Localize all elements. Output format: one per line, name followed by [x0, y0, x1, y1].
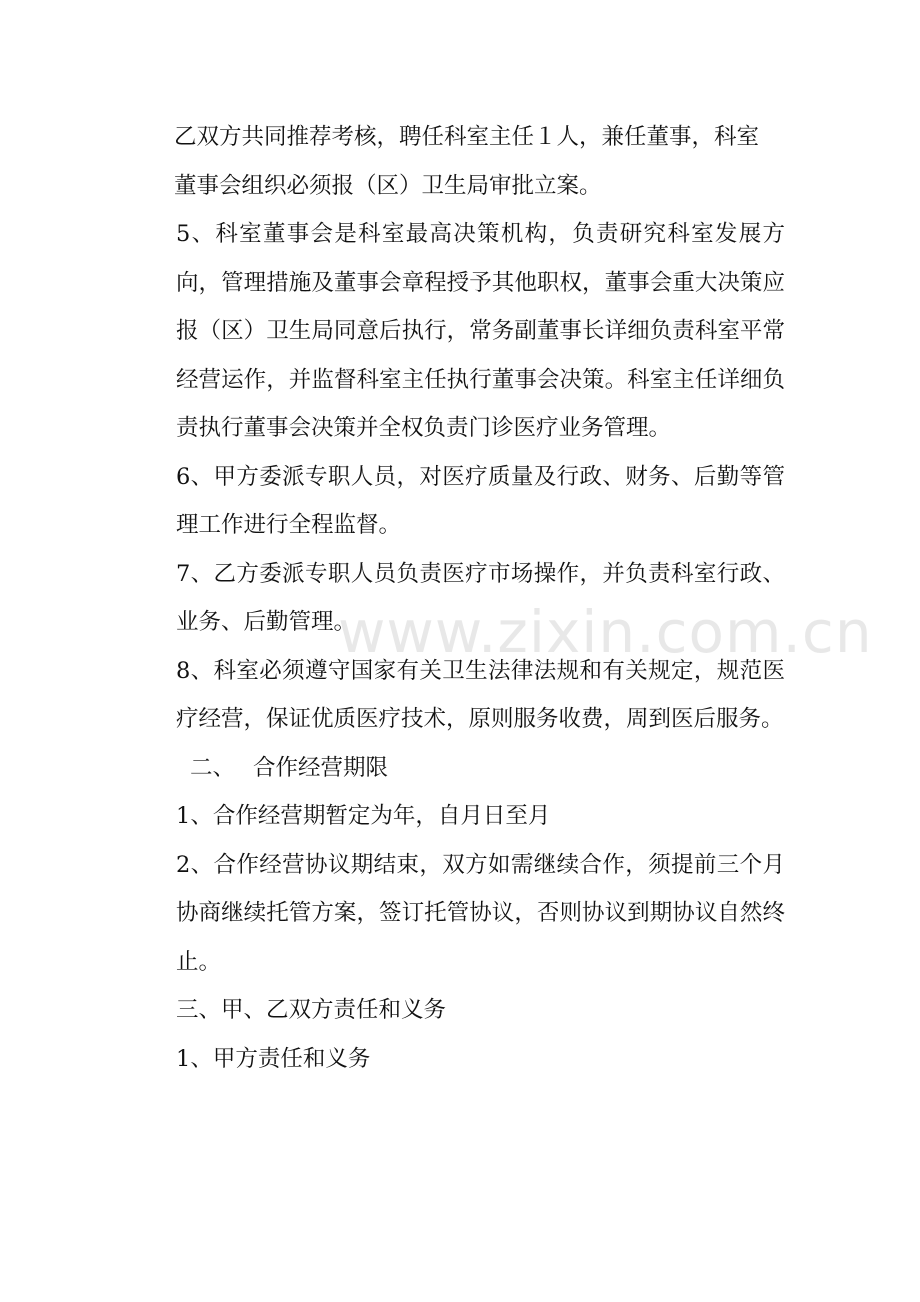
paragraph-appointment: 乙双方共同推荐考核，聘任科室主任１人，兼任董事，科室	[174, 124, 760, 150]
watermark-text: www.zixin.com.cn	[338, 598, 873, 666]
section-number: 二、	[190, 754, 236, 781]
paragraph-term-item-2: 2、合作经营协议期结束，双方如需继续合作，须提前三个月协商继续托管方案，签订托管协议，否则协议到期协议自然终止。	[176, 851, 785, 975]
paragraph-party-a-duties: 1、甲方责任和义务	[176, 1045, 371, 1072]
paragraph-item-6: 6、甲方委派专职人员，对医疗质量及行政、财务、后勤等管理工作进行全程监督。	[176, 463, 785, 538]
paragraph-term-item-1: 1、合作经营期暂定为年，自月日至月	[176, 803, 551, 829]
paragraph-item-5: 5、科室董事会是科室最高决策机构，负责研究科室发展方向，管理措施及董事会章程授予其他职权，董事会重大决策应报（区）卫生局同意后执行，常务副董事长详细负责科室平常经营运作，并监督科室主任执行董事会决策。科室主任详细负责执行董事会决策并全权负责门诊医疗业务管理。	[176, 221, 785, 441]
document-body	[140, 113, 785, 1083]
section-heading-term	[140, 744, 785, 793]
paragraph-board-approval: 董事会组织必须报（区）卫生局审批立案。	[174, 172, 602, 199]
section-heading-responsibilities: 三、甲、乙双方责任和义务	[176, 997, 447, 1023]
paragraph-item-8: 8、科室必须遵守国家有关卫生法律法规和有关规定，规范医疗经营，保证优质医疗技术，原则服务收费，周到医后服务。	[176, 657, 785, 732]
section-title: 合作经营期限	[253, 754, 389, 781]
paragraph-item-7: 7、乙方委派专职人员负责医疗市场操作，并负责科室行政、业务、后勤管理。	[176, 560, 785, 635]
